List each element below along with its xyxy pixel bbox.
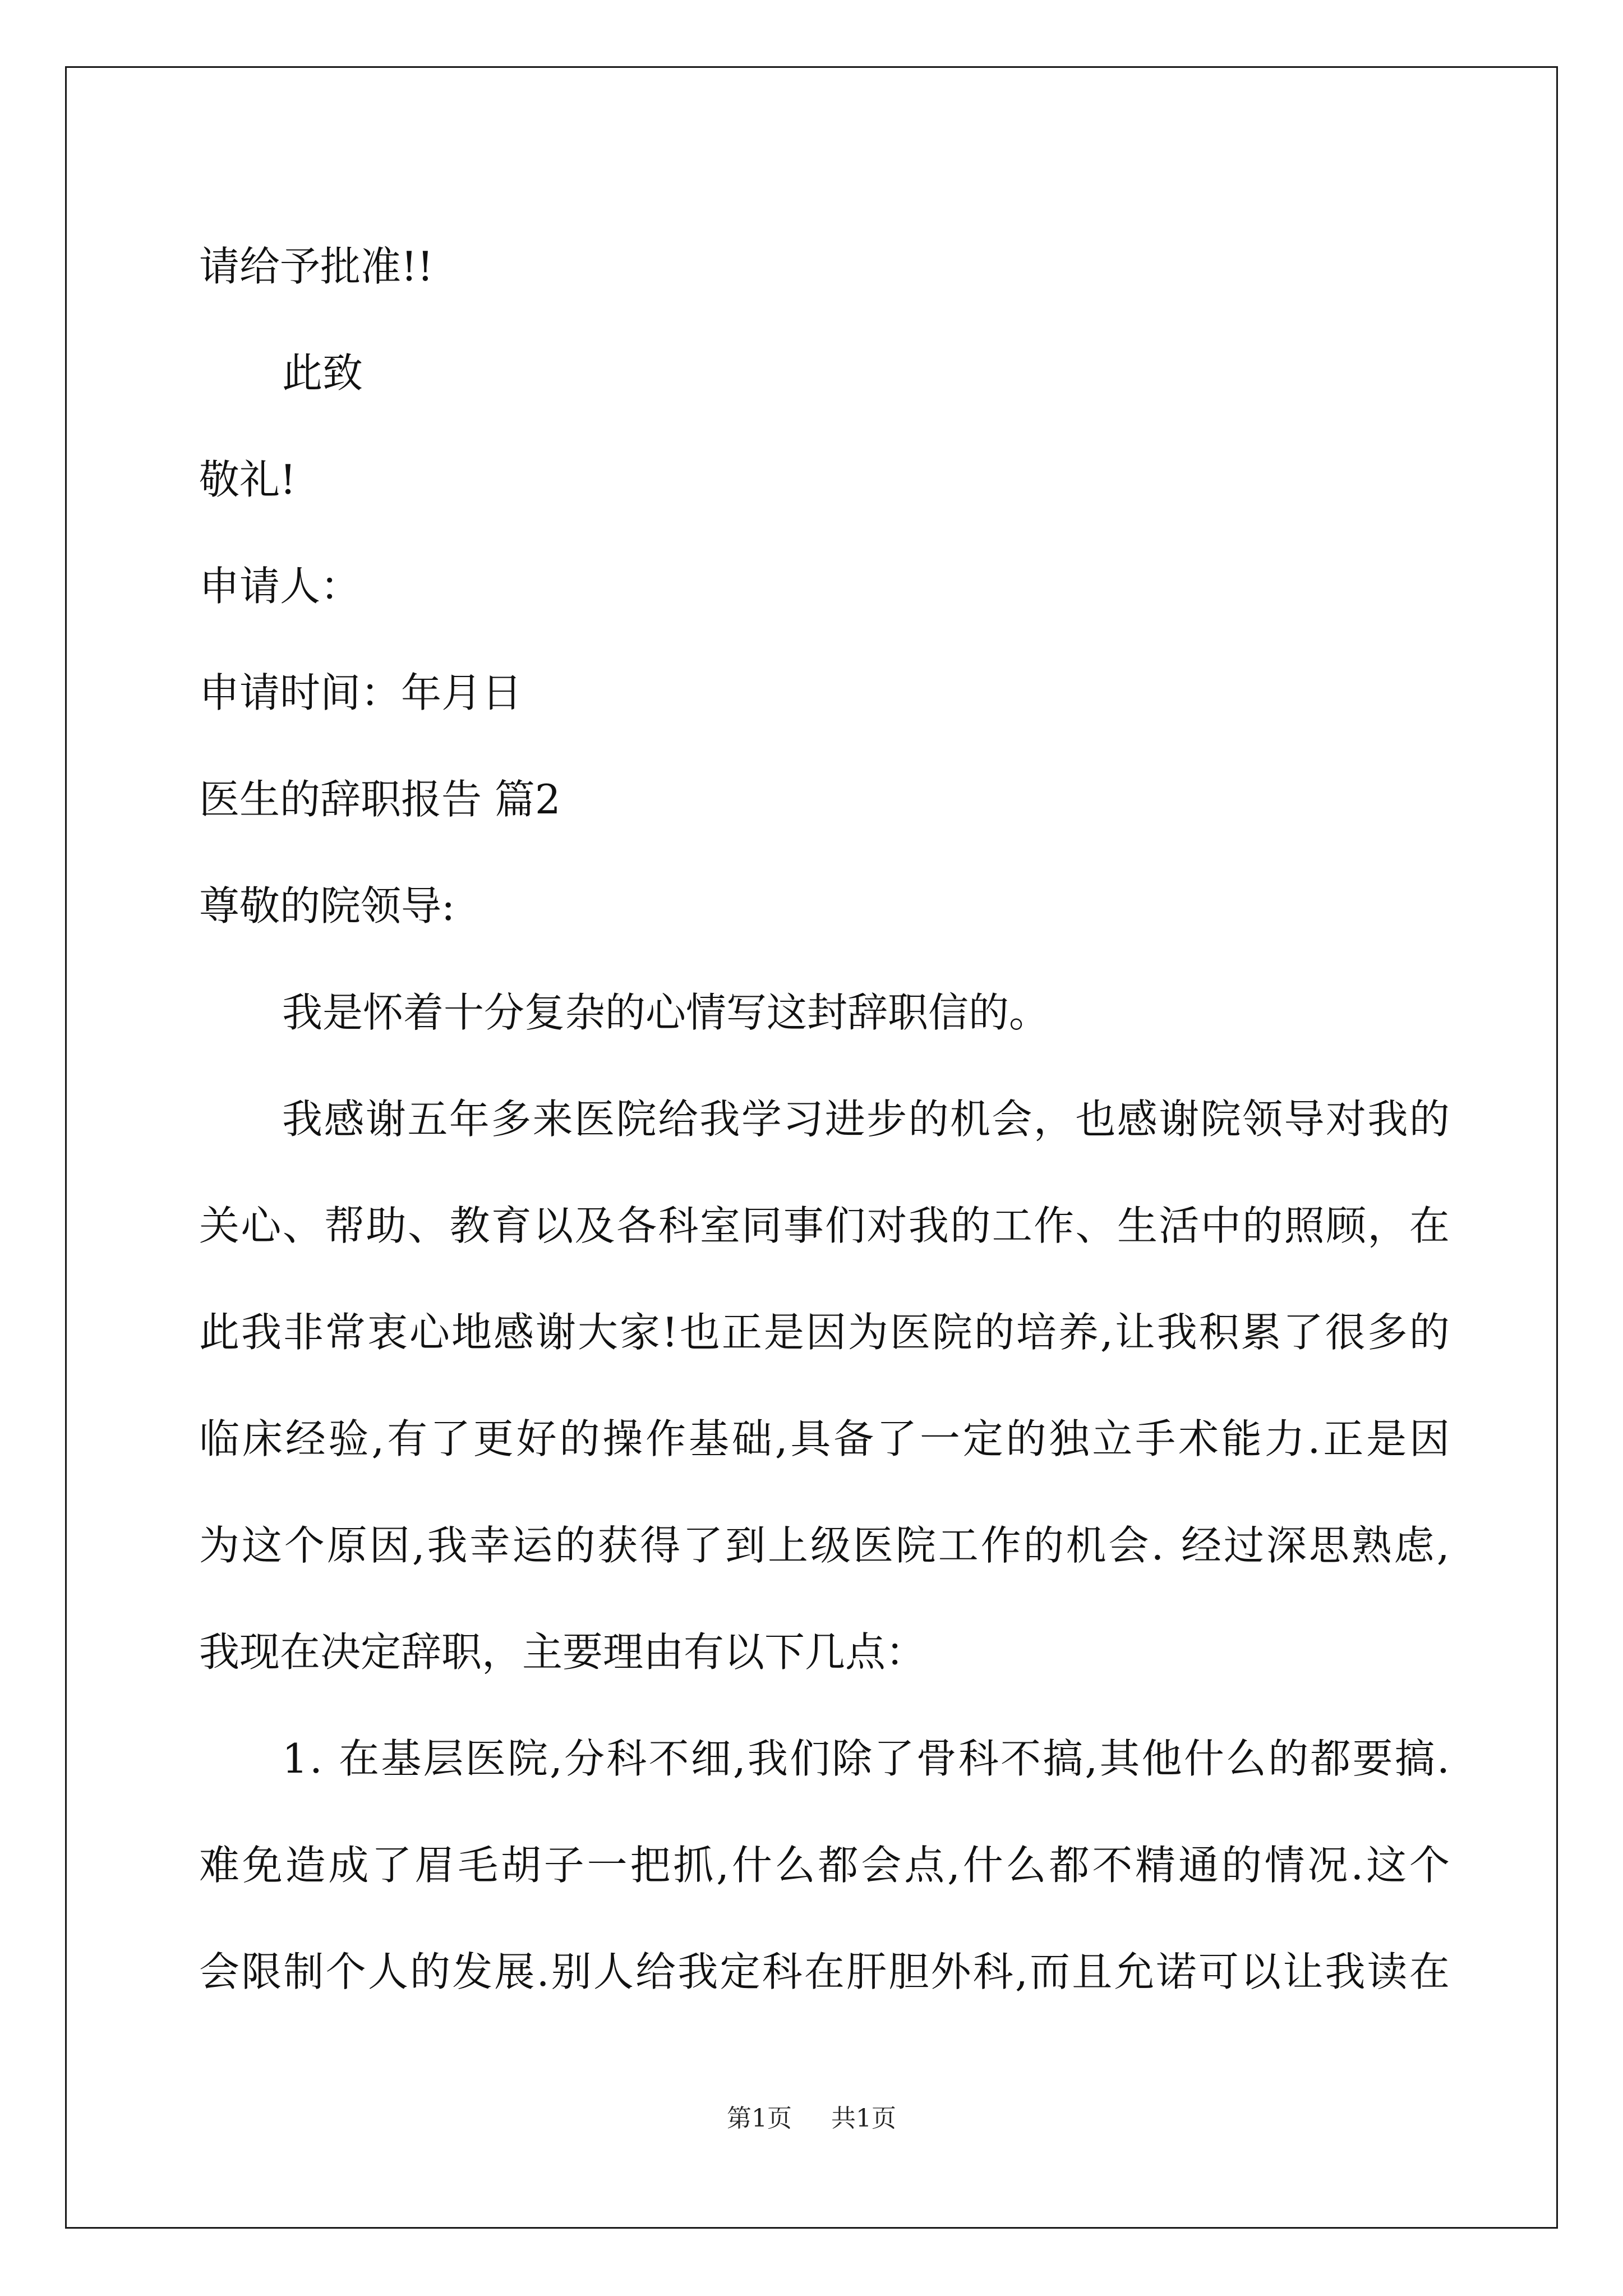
text-line: 我现在决定辞职，主要理由有以下几点：	[199, 1628, 926, 1676]
text-line: 关 心 、 帮 助 、 教 育 以 及 各 科 室 同 事 们 对 我 的 工 作 、 生 活 中 的 照 顾 ， 在	[199, 1202, 1450, 1249]
document-body	[199, 213, 1450, 2025]
text-line: 我 感 谢 五 年 多 来 医 院 给 我 学 习 进 步 的 机 会 ， 也 感 谢 院 领 导 对 我 的	[282, 1096, 1450, 1143]
page-number: 第1页	[727, 2104, 792, 2133]
text-line: 尊敬的院领导:	[199, 882, 455, 930]
text-line: 1 . 在 基 层 医 院 , 分 科 不 细 , 我 们 除 了 骨 科 不 搞 , 其 他 什 么 的 都 要 搞 .	[282, 1735, 1450, 1782]
text-line: 医生的辞职报告 篇2	[199, 776, 561, 823]
text-line: 此 我 非 常 衷 心 地 感 谢 大 家 ! 也 正 是 因 为 医 院 的 培 养 , 让 我 积 累 了 很 多 的	[199, 1309, 1450, 1356]
text-line: 申请时间：年月日	[199, 669, 523, 716]
text-line: 此致	[282, 349, 363, 397]
text-line: 请给予批准!!	[199, 243, 434, 290]
text-line: 申请人：	[199, 563, 361, 610]
text-line: 为 这 个 原 因 , 我 幸 运 的 获 得 了 到 上 级 医 院 工 作 的 机 会 . 经 过 深 思 熟 虑 ,	[199, 1522, 1450, 1569]
text-line: 我是怀着十分复杂的心情写这封辞职信的。	[282, 989, 1050, 1036]
page-total: 共1页	[831, 2104, 896, 2133]
text-line: 难 免 造 成 了 眉 毛 胡 子 一 把 抓 , 什 么 都 会 点 , 什 么 都 不 精 通 的 情 况 . 这 个	[199, 1842, 1450, 1889]
text-line: 敬礼!	[199, 456, 296, 503]
text-line: 临 床 经 验 , 有 了 更 好 的 操 作 基 础 , 具 备 了 一 定 的 独 立 手 术 能 力 . 正 是 因	[199, 1415, 1450, 1462]
page-footer	[0, 2098, 1623, 2134]
text-line: 会 限 制 个 人 的 发 展 . 别 人 给 我 定 科 在 肝 胆 外 科 , 而 且 允 诺 可 以 让 我 读 在	[199, 1948, 1450, 1995]
